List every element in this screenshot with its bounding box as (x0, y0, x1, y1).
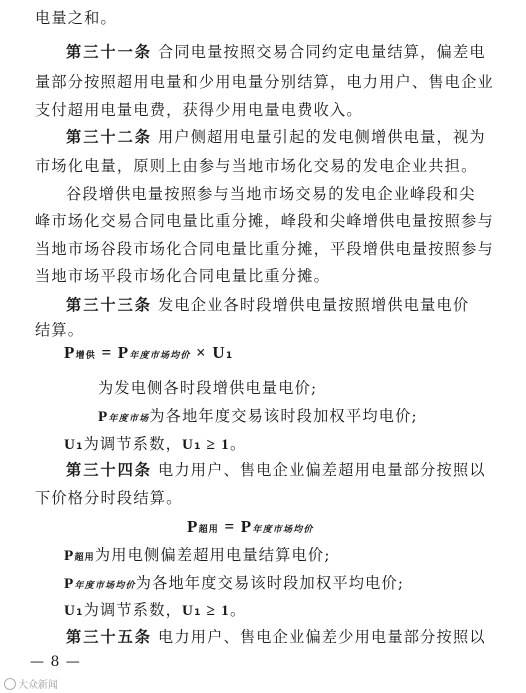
text-line: 当地市场谷段市场化合同电量比重分摊，平段增供电量按照参与 (35, 240, 494, 258)
formula-supply-price: P增供 = P年度市场均价 × U1 (64, 343, 234, 362)
article-34: 第三十四条 电力用户、售电企业偏差超用电量部分按照以 (66, 461, 486, 479)
text-line: 下价格分时段结算。 (35, 489, 183, 507)
text-line: 峰市场化交易合同电量比重分摊，峰段和尖峰增供电量按照参与 (35, 212, 494, 230)
text-line: 电量之和。 (35, 9, 117, 27)
article-33: 第三十三条 发电企业各时段增供电量按照增供电量电价 (66, 296, 470, 314)
article-35: 第三十五条 电力用户、售电企业偏差少用电量部分按照以 (66, 628, 486, 646)
text-line: 市场化电量，原则上由参与当地市场化交易的发电企业共担。 (35, 157, 478, 175)
text-line: 结算。 (35, 321, 85, 339)
text-line: U1为调节系数，U1 ≥ 1。 (64, 601, 247, 619)
text-line: 谷段增供电量按照参与当地市场交易的发电企业峰段和尖 (66, 185, 476, 203)
page-number: — 8 — (30, 654, 81, 670)
text-line: 量部分按照超用电量和少用电量分别结算，电力用户、售电企业 (35, 73, 494, 91)
watermark-logo-icon (4, 678, 16, 690)
text-line: P超用为用电侧偏差超用电量结算电价; (64, 546, 331, 564)
text-line: 支付超用电量电费，获得少用电量电费收入。 (35, 101, 363, 119)
article-title: 第三十四条 (66, 461, 152, 479)
formula-overuse-price: P超用 = P年度市场均价 (187, 517, 314, 536)
article-title: 第三十三条 (66, 296, 152, 314)
text-line: 为发电侧各时段增供电量电价; (98, 379, 318, 397)
article-31: 第三十一条 合同电量按照交易合同约定电量结算，偏差电 (66, 43, 486, 61)
watermark: 大众新闻 (4, 676, 58, 691)
article-title: 第三十五条 (66, 628, 152, 646)
article-32: 第三十二条 用户侧超用电量引起的发电侧增供电量，视为 (66, 128, 486, 146)
article-title: 第三十一条 (66, 43, 152, 61)
text-line: 当地市场平段市场化合同电量比重分摊。 (35, 267, 330, 285)
article-title: 第三十二条 (66, 128, 152, 146)
text-line: P年度市场均价为各地年度交易该时段加权平均电价; (64, 574, 405, 592)
text-line: U1为调节系数，U1 ≥ 1。 (64, 435, 247, 453)
text-line: P年度市场为各地年度交易该时段加权平均电价; (98, 407, 418, 425)
